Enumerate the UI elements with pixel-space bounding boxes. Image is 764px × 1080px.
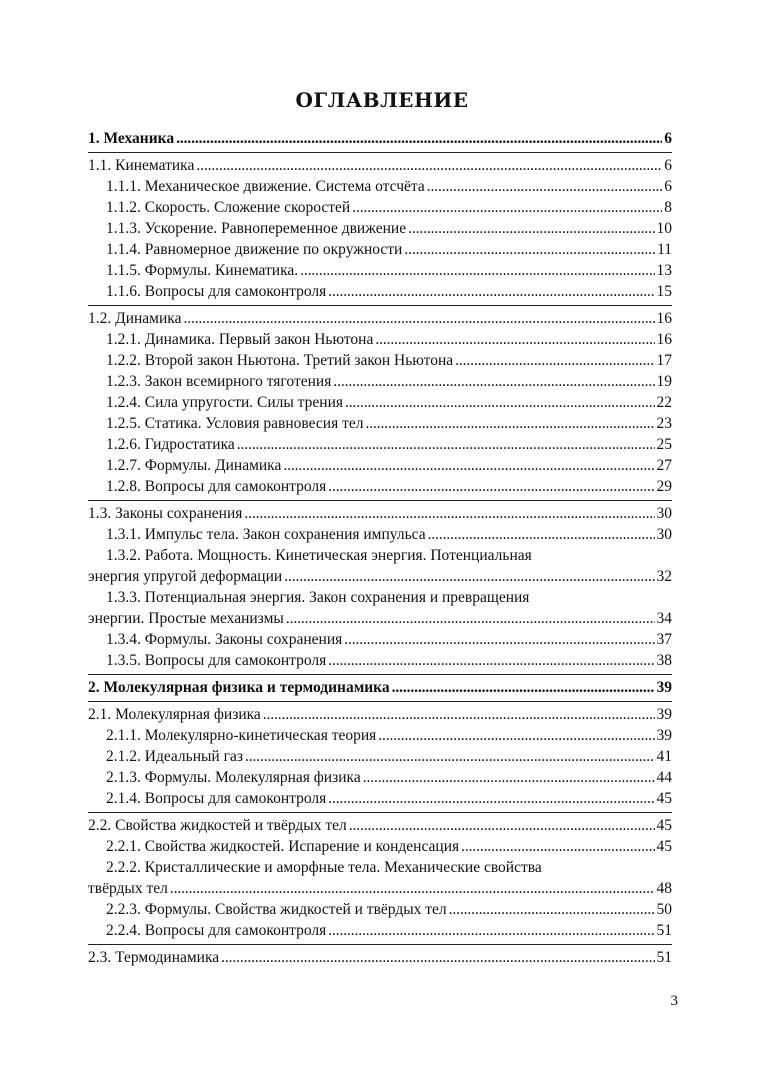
toc-entry-label: 2.1.2. Идеальный газ bbox=[106, 748, 243, 765]
toc-entry-label: 1.3.5. Вопросы для самоконтроля bbox=[106, 652, 327, 669]
dot-leader bbox=[328, 281, 654, 302]
toc-entry-page: 30 bbox=[656, 505, 672, 522]
toc-subsection[interactable] bbox=[88, 455, 672, 476]
toc-section[interactable] bbox=[88, 503, 672, 524]
dot-leader bbox=[344, 629, 654, 650]
dot-leader bbox=[449, 899, 655, 920]
toc-entry-label: 1.2.7. Формулы. Динамика bbox=[106, 457, 282, 474]
toc-subsection[interactable] bbox=[88, 413, 672, 434]
toc-subsection[interactable] bbox=[88, 392, 672, 413]
dot-leader bbox=[286, 608, 655, 629]
toc-subsection[interactable] bbox=[88, 239, 672, 260]
toc-subsection[interactable] bbox=[88, 746, 672, 767]
toc-entry-page: 41 bbox=[656, 748, 672, 765]
toc-section[interactable] bbox=[88, 947, 672, 968]
dot-leader bbox=[328, 476, 654, 497]
dot-leader bbox=[461, 836, 654, 857]
toc-subsection[interactable] bbox=[88, 329, 672, 350]
toc-entry-label: 2.1.4. Вопросы для самоконтроля bbox=[106, 790, 327, 807]
toc-entry-page: 39 bbox=[656, 706, 672, 723]
toc-entry-page: 44 bbox=[656, 769, 672, 786]
toc-subsection[interactable] bbox=[88, 650, 672, 671]
toc-entry-page: 27 bbox=[656, 457, 672, 474]
toc-entry-label: 1.2.1. Динамика. Первый закон Ньютона bbox=[106, 331, 374, 348]
toc-entry-page: 45 bbox=[656, 817, 672, 834]
toc-entry-first-line: 1.3.3. Потенциальная энергия. Закон сохранения и превращения bbox=[106, 589, 530, 606]
toc-entry-label: 2.2.4. Вопросы для самоконтроля bbox=[106, 922, 327, 939]
toc-chapter[interactable] bbox=[88, 677, 672, 698]
toc-entry-page: 38 bbox=[656, 652, 672, 669]
toc-entry-page: 51 bbox=[656, 922, 672, 939]
toc-entry-page: 34 bbox=[656, 610, 672, 627]
toc-entry-label: 1.1.1. Механическое движение. Система отсчёта bbox=[106, 178, 425, 195]
dot-leader bbox=[300, 260, 654, 281]
dot-leader bbox=[221, 947, 654, 968]
dot-leader bbox=[363, 767, 655, 788]
toc-entry-page: 32 bbox=[656, 568, 672, 585]
toc-group bbox=[88, 153, 672, 306]
dot-leader bbox=[328, 920, 654, 941]
toc-group bbox=[88, 306, 672, 501]
toc-subsection[interactable] bbox=[88, 350, 672, 371]
toc-entry-page: 19 bbox=[656, 373, 672, 390]
toc-section[interactable] bbox=[88, 815, 672, 836]
page-number: 3 bbox=[670, 993, 678, 1009]
toc-entry-page: 51 bbox=[656, 949, 672, 966]
toc-entry-page: 50 bbox=[656, 901, 672, 918]
toc-entry-page: 48 bbox=[656, 880, 672, 897]
toc-entry-label: 1.3. Законы сохранения bbox=[88, 505, 243, 522]
toc-entry-page: 16 bbox=[656, 310, 672, 327]
toc-entry-page: 25 bbox=[656, 436, 672, 453]
dot-leader bbox=[328, 650, 654, 671]
toc-subsection[interactable] bbox=[88, 434, 672, 455]
toc-entry-multiline[interactable] bbox=[88, 587, 672, 629]
toc-entry-page: 37 bbox=[656, 631, 672, 648]
toc-entry-label: энергия упругой деформации bbox=[88, 568, 283, 585]
toc-entry-label: 1.2.5. Статика. Условия равновесия тел bbox=[106, 415, 364, 432]
toc-entry-label: 1.2. Динамика bbox=[88, 310, 182, 327]
toc-entry-page: 39 bbox=[656, 727, 672, 744]
toc-entry-page: 6 bbox=[664, 178, 672, 195]
dot-leader bbox=[392, 677, 655, 698]
toc-entry-label: 1.2.8. Вопросы для самоконтроля bbox=[106, 478, 327, 495]
dot-leader bbox=[183, 308, 654, 329]
toc-entry-label: 1.1.4. Равномерное движение по окружности bbox=[106, 241, 403, 258]
dot-leader bbox=[349, 815, 655, 836]
toc-section[interactable] bbox=[88, 155, 672, 176]
dot-leader bbox=[328, 788, 654, 809]
dot-leader bbox=[284, 566, 654, 587]
toc-title: ОГЛАВЛЕНИЕ bbox=[295, 88, 469, 112]
toc-entry-label: 2.1.3. Формулы. Молекулярная физика bbox=[106, 769, 361, 786]
toc-subsection[interactable] bbox=[88, 476, 672, 497]
dot-leader bbox=[333, 371, 654, 392]
toc-group bbox=[88, 501, 672, 675]
toc-entry-page: 23 bbox=[656, 415, 672, 432]
toc-group bbox=[88, 813, 672, 945]
toc-subsection[interactable] bbox=[88, 629, 672, 650]
toc-subsection[interactable] bbox=[88, 218, 672, 239]
dot-leader bbox=[176, 128, 662, 149]
toc-subsection[interactable] bbox=[88, 725, 672, 746]
dot-leader bbox=[245, 746, 655, 767]
dot-leader bbox=[408, 218, 654, 239]
dot-leader bbox=[345, 392, 655, 413]
dot-leader bbox=[404, 239, 655, 260]
toc-entry-label: 1. Механика bbox=[88, 130, 175, 147]
toc-subsection[interactable] bbox=[88, 371, 672, 392]
toc-entry-page: 10 bbox=[656, 220, 672, 237]
toc-entry-label: 1.3.4. Формулы. Законы сохранения bbox=[106, 631, 343, 648]
toc-entry-label: 1.2.4. Сила упругости. Силы трения bbox=[106, 394, 343, 411]
dot-leader bbox=[375, 329, 654, 350]
toc-entry-page: 13 bbox=[656, 262, 672, 279]
toc-entry-label: твёрдых тел bbox=[88, 880, 168, 897]
dot-leader bbox=[352, 197, 662, 218]
toc-subsection[interactable] bbox=[88, 836, 672, 857]
toc-entry-label: 1.1. Кинематика bbox=[88, 157, 195, 174]
toc-entry-label: 1.2.3. Закон всемирного тяготения bbox=[106, 373, 332, 390]
toc-entry-page: 39 bbox=[656, 679, 672, 696]
toc-entry-label: 1.1.5. Формулы. Кинематика. bbox=[106, 262, 299, 279]
toc-subsection[interactable] bbox=[88, 920, 672, 941]
toc-entry-page: 15 bbox=[656, 283, 672, 300]
toc-chapter[interactable] bbox=[88, 128, 672, 149]
dot-leader bbox=[428, 524, 655, 545]
toc-subsection[interactable] bbox=[88, 788, 672, 809]
toc-subsection[interactable] bbox=[88, 878, 672, 899]
toc-entry-page: 45 bbox=[656, 790, 672, 807]
toc-section[interactable] bbox=[88, 308, 672, 329]
toc-group bbox=[88, 675, 672, 702]
dot-leader bbox=[244, 503, 654, 524]
toc-entry-page: 8 bbox=[664, 199, 672, 216]
toc-entry-page: 22 bbox=[656, 394, 672, 411]
toc-subsection[interactable] bbox=[88, 767, 672, 788]
table-of-contents bbox=[88, 126, 672, 971]
toc-entry-label: 2.3. Термодинамика bbox=[88, 949, 220, 966]
toc-subsection[interactable] bbox=[88, 608, 672, 629]
toc-entry-label: 1.2.6. Гидростатика bbox=[106, 436, 235, 453]
toc-subsection[interactable] bbox=[88, 260, 672, 281]
toc-group bbox=[88, 126, 672, 153]
toc-entry-page: 11 bbox=[657, 241, 672, 258]
toc-subsection[interactable] bbox=[88, 197, 672, 218]
toc-entry-label: энергии. Простые механизмы bbox=[88, 610, 284, 627]
dot-leader bbox=[283, 455, 654, 476]
toc-entry-multiline[interactable] bbox=[88, 857, 672, 899]
toc-entry-label: 2.2. Свойства жидкостей и твёрдых тел bbox=[88, 817, 347, 834]
toc-entry-first-line: 1.3.2. Работа. Мощность. Кинетическая энергия. Потенциальная bbox=[106, 547, 532, 564]
dot-leader bbox=[365, 413, 654, 434]
dot-leader bbox=[455, 350, 654, 371]
toc-entry-page: 45 bbox=[656, 838, 672, 855]
toc-entry-label: 1.2.2. Второй закон Ньютона. Третий закон Ньютона bbox=[106, 352, 454, 369]
toc-entry-label: 2.2.3. Формулы. Свойства жидкостей и твёрдых тел bbox=[106, 901, 447, 918]
toc-entry-multiline[interactable] bbox=[88, 545, 672, 587]
toc-subsection[interactable] bbox=[88, 281, 672, 302]
toc-entry-label: 1.1.2. Скорость. Сложение скоростей bbox=[106, 199, 351, 216]
toc-entry-label: 2. Молекулярная физика и термодинамика bbox=[88, 679, 390, 696]
dot-leader bbox=[237, 434, 655, 455]
toc-entry-first-line: 2.2.2. Кристаллические и аморфные тела. Механические свойства bbox=[106, 859, 542, 876]
toc-entry-label: 1.1.6. Вопросы для самоконтроля bbox=[106, 283, 327, 300]
toc-entry-page: 17 bbox=[656, 352, 672, 369]
toc-subsection[interactable] bbox=[88, 566, 672, 587]
toc-group bbox=[88, 702, 672, 813]
toc-entry-label: 2.1. Молекулярная физика bbox=[88, 706, 261, 723]
toc-section[interactable] bbox=[88, 704, 672, 725]
toc-entry-label: 2.2.1. Свойства жидкостей. Испарение и конденсация bbox=[106, 838, 460, 855]
toc-group bbox=[88, 945, 672, 971]
dot-leader bbox=[427, 176, 663, 197]
dot-leader bbox=[170, 878, 655, 899]
toc-entry-label: 2.1.1. Молекулярно-кинетическая теория bbox=[106, 727, 377, 744]
toc-entry-page: 16 bbox=[656, 331, 672, 348]
toc-entry-page: 6 bbox=[664, 130, 672, 147]
toc-subsection[interactable] bbox=[88, 899, 672, 920]
dot-leader bbox=[196, 155, 662, 176]
toc-entry-label: 1.3.1. Импульс тела. Закон сохранения импульса bbox=[106, 526, 426, 543]
toc-subsection[interactable] bbox=[88, 524, 672, 545]
toc-entry-page: 6 bbox=[664, 157, 672, 174]
toc-entry-label: 1.1.3. Ускорение. Равнопеременное движение bbox=[106, 220, 407, 237]
toc-subsection[interactable] bbox=[88, 176, 672, 197]
dot-leader bbox=[263, 704, 655, 725]
toc-entry-page: 30 bbox=[656, 526, 672, 543]
dot-leader bbox=[378, 725, 654, 746]
toc-entry-page: 29 bbox=[656, 478, 672, 495]
